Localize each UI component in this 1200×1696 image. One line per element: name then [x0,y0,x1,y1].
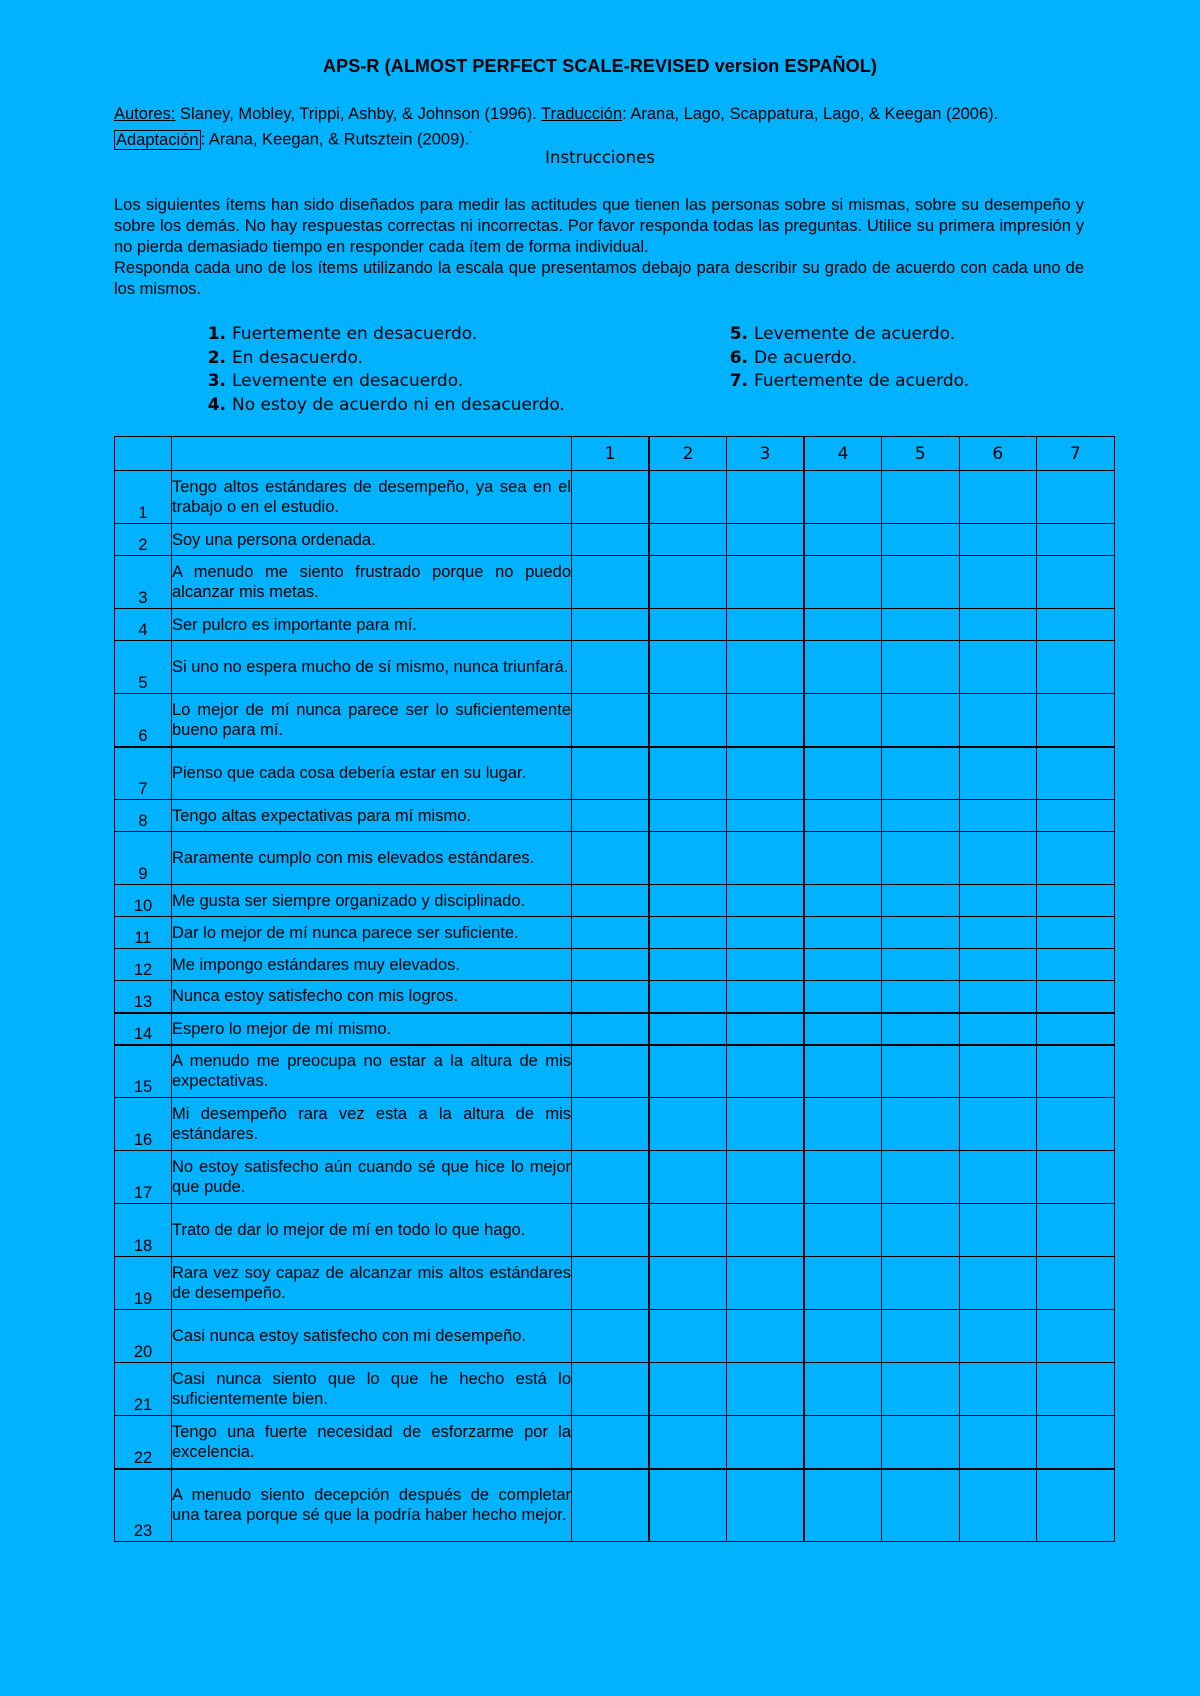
table-row [115,1257,1115,1310]
row-number: 23 [115,1469,172,1542]
response-cell-2[interactable] [649,609,727,641]
table-row [115,800,1115,832]
response-cell-7[interactable] [1037,1098,1115,1151]
adaptation-label: Adaptación [116,130,199,149]
response-cell-2[interactable] [649,1098,727,1151]
adaptation-text: : Arana, Keegan, & Rutsztein (2009). [200,130,470,149]
response-cell-4[interactable] [804,556,882,609]
response-cell-5[interactable] [882,949,960,981]
response-cell-6[interactable] [959,694,1037,747]
row-number: 10 [115,885,172,917]
scale-label: Levemente de acuerdo. [754,324,956,344]
response-cell-5[interactable] [882,1257,960,1310]
item-statement: Casi nunca estoy satisfecho con mi desempeño. [172,1310,572,1363]
table-row [115,1098,1115,1151]
scale-number: 2. [207,347,226,368]
header-cell-option: 5 [882,437,960,471]
header-cell-option: 2 [649,437,727,471]
response-cell-3[interactable] [727,800,805,832]
response-cell-4[interactable] [804,524,882,556]
table-row [115,1469,1115,1542]
response-cell-7[interactable] [1037,694,1115,747]
response-cell-5[interactable] [882,1469,960,1542]
response-cell-7[interactable] [1037,800,1115,832]
row-number: 20 [115,1310,172,1363]
response-cell-6[interactable] [959,832,1037,885]
response-cell-4[interactable] [804,1098,882,1151]
row-number: 12 [115,949,172,981]
item-statement: Nunca estoy satisfecho con mis logros. [172,981,572,1013]
table-row [115,1045,1115,1098]
response-cell-7[interactable] [1037,885,1115,917]
footnote-mark: ' [469,130,472,141]
response-cell-6[interactable] [959,1204,1037,1257]
response-cell-5[interactable] [882,1363,960,1416]
table-row [115,1151,1115,1204]
item-statement: Mi desempeño rara vez esta a la altura de mis estándares. [172,1098,572,1151]
response-cell-1[interactable] [572,1416,650,1469]
response-cell-6[interactable] [959,556,1037,609]
row-number: 13 [115,981,172,1013]
response-cell-6[interactable] [959,800,1037,832]
response-cell-7[interactable] [1037,832,1115,885]
response-cell-2[interactable] [649,1013,727,1045]
response-cell-1[interactable] [572,981,650,1013]
response-cell-2[interactable] [649,1469,727,1542]
response-cell-5[interactable] [882,1310,960,1363]
response-cell-6[interactable] [959,747,1037,800]
response-cell-4[interactable] [804,1363,882,1416]
response-cell-7[interactable] [1037,471,1115,524]
response-cell-5[interactable] [882,885,960,917]
scale-label: De acuerdo. [754,347,857,368]
response-cell-4[interactable] [804,1469,882,1542]
scale-item [200,323,565,347]
header-cell-number [115,437,172,471]
response-cell-6[interactable] [959,1257,1037,1310]
instructions-paragraph-1: Los siguientes ítems han sido diseñados para medir las actitudes que tienen las personas sobre si mismas, sobre su desempeño y sobre los demás. No hay respuestas correctas ni incorrectas. Por favor responda todas las preguntas. Utilice su primera impresión y no pierda demasiado tiempo en responder cada ítem de forma individual. [114,196,1084,256]
row-number: 1 [115,471,172,524]
response-cell-7[interactable] [1037,556,1115,609]
item-statement: Rara vez soy capaz de alcanzar mis altos estándares de desempeño. [172,1257,572,1310]
response-cell-5[interactable] [882,1013,960,1045]
response-cell-1[interactable] [572,949,650,981]
header-cell-option: 6 [959,437,1037,471]
scale-label: Fuertemente de acuerdo. [754,371,970,391]
response-cell-4[interactable] [804,949,882,981]
response-cell-7[interactable] [1037,1013,1115,1045]
response-cell-4[interactable] [804,609,882,641]
row-number: 7 [115,747,172,800]
questionnaire-table [114,436,1115,1542]
item-statement: Tengo altas expectativas para mí mismo. [172,800,572,832]
item-statement: Tengo altos estándares de desempeño, ya sea en el trabajo o en el estudio. [172,471,572,524]
response-cell-6[interactable] [959,1098,1037,1151]
table-row [115,1310,1115,1363]
response-cell-4[interactable] [804,832,882,885]
response-cell-6[interactable] [959,1013,1037,1045]
row-number: 11 [115,917,172,949]
response-cell-3[interactable] [727,917,805,949]
response-cell-4[interactable] [804,1045,882,1098]
response-cell-4[interactable] [804,1151,882,1204]
response-cell-3[interactable] [727,1416,805,1469]
response-cell-1[interactable] [572,609,650,641]
scale-item [722,347,969,371]
scale-number: 6. [729,347,748,368]
response-cell-2[interactable] [649,1310,727,1363]
table-row [115,917,1115,949]
table-row [115,885,1115,917]
table-row [115,524,1115,556]
response-cell-2[interactable] [649,981,727,1013]
response-cell-3[interactable] [727,641,805,694]
table-row [115,1204,1115,1257]
item-statement: Me impongo estándares muy elevados. [172,949,572,981]
table-body [115,471,1115,1542]
response-cell-2[interactable] [649,949,727,981]
response-cell-3[interactable] [727,885,805,917]
item-statement: Casi nunca siento que lo que he hecho está lo suficientemente bien. [172,1363,572,1416]
response-cell-6[interactable] [959,1151,1037,1204]
response-cell-5[interactable] [882,747,960,800]
response-cell-6[interactable] [959,609,1037,641]
response-cell-2[interactable] [649,1204,727,1257]
response-cell-4[interactable] [804,1013,882,1045]
table-header-row [115,437,1115,471]
scale-label: En desacuerdo. [232,347,364,368]
scale-item [200,394,565,418]
response-cell-7[interactable] [1037,609,1115,641]
authors-label: Autores: [114,105,176,123]
response-cell-3[interactable] [727,524,805,556]
response-cell-3[interactable] [727,1310,805,1363]
scale-label: Levemente en desacuerdo. [232,371,464,391]
credits [114,104,1084,151]
response-cell-2[interactable] [649,524,727,556]
response-cell-1[interactable] [572,1045,650,1098]
response-cell-4[interactable] [804,694,882,747]
response-cell-2[interactable] [649,800,727,832]
response-cell-6[interactable] [959,1045,1037,1098]
response-cell-6[interactable] [959,1363,1037,1416]
response-cell-2[interactable] [649,556,727,609]
response-cell-5[interactable] [882,1416,960,1469]
response-cell-6[interactable] [959,641,1037,694]
response-cell-7[interactable] [1037,1363,1115,1416]
response-cell-2[interactable] [649,1045,727,1098]
response-cell-4[interactable] [804,1204,882,1257]
row-number: 15 [115,1045,172,1098]
response-cell-3[interactable] [727,471,805,524]
response-cell-7[interactable] [1037,1045,1115,1098]
response-cell-1[interactable] [572,1469,650,1542]
translation-text: : Arana, Lago, Scappatura, Lago, & Keegan (2006). [622,105,999,123]
scale-label: No estoy de acuerdo ni en desacuerdo. [232,394,565,415]
table-row [115,1363,1115,1416]
item-statement: Tengo una fuerte necesidad de esforzarme por la excelencia. [172,1416,572,1469]
response-cell-7[interactable] [1037,1151,1115,1204]
scale-item [722,370,969,394]
table-row [115,949,1115,981]
response-cell-4[interactable] [804,747,882,800]
response-cell-4[interactable] [804,885,882,917]
response-cell-1[interactable] [572,556,650,609]
row-number: 5 [115,641,172,694]
response-cell-2[interactable] [649,747,727,800]
response-cell-7[interactable] [1037,641,1115,694]
response-cell-7[interactable] [1037,949,1115,981]
row-number: 16 [115,1098,172,1151]
response-cell-3[interactable] [727,981,805,1013]
response-cell-4[interactable] [804,1257,882,1310]
response-cell-6[interactable] [959,981,1037,1013]
header-cell-statement [172,437,572,471]
response-cell-3[interactable] [727,1151,805,1204]
response-cell-3[interactable] [727,1013,805,1045]
item-statement: A menudo siento decepción después de completar una tarea porque sé que la podría haber hecho mejor. [172,1469,572,1542]
scale-label: Fuertemente en desacuerdo. [232,324,478,344]
item-statement: Trato de dar lo mejor de mí en todo lo que hago. [172,1204,572,1257]
scale-number: 3. [207,371,226,391]
response-cell-5[interactable] [882,1045,960,1098]
row-number: 19 [115,1257,172,1310]
response-cell-5[interactable] [882,694,960,747]
translation-label: Traducción [541,105,623,123]
item-statement: Raramente cumplo con mis elevados estándares. [172,832,572,885]
row-number: 17 [115,1151,172,1204]
instructions-paragraph-2: Responda cada uno de los ítems utilizando la escala que presentamos debajo para describir su grado de acuerdo con cada uno de los mismos. [114,259,1084,298]
row-number: 14 [115,1013,172,1045]
response-cell-6[interactable] [959,471,1037,524]
scale-number: 5. [729,324,748,344]
item-statement: Pienso que cada cosa debería estar en su lugar. [172,747,572,800]
response-cell-5[interactable] [882,524,960,556]
instructions-heading: Instrucciones [545,148,655,167]
table-row [115,609,1115,641]
response-cell-5[interactable] [882,917,960,949]
row-number: 22 [115,1416,172,1469]
table-row [115,1013,1115,1045]
response-cell-2[interactable] [649,694,727,747]
item-statement: Ser pulcro es importante para mí. [172,609,572,641]
response-cell-3[interactable] [727,1045,805,1098]
response-cell-5[interactable] [882,556,960,609]
item-statement: No estoy satisfecho aún cuando sé que hice lo mejor que pude. [172,1151,572,1204]
response-cell-3[interactable] [727,949,805,981]
scale-legend-left [200,323,565,417]
scale-number: 1. [207,324,226,344]
table-row [115,556,1115,609]
row-number: 3 [115,556,172,609]
authors-text: Slaney, Mobley, Trippi, Ashby, & Johnson (1996). [175,105,542,123]
response-cell-6[interactable] [959,949,1037,981]
response-cell-5[interactable] [882,1098,960,1151]
response-cell-2[interactable] [649,1151,727,1204]
item-statement: Si uno no espera mucho de sí mismo, nunca triunfará. [172,641,572,694]
table-row [115,981,1115,1013]
response-cell-2[interactable] [649,1416,727,1469]
row-number: 8 [115,800,172,832]
response-cell-2[interactable] [649,471,727,524]
response-cell-7[interactable] [1037,981,1115,1013]
response-cell-3[interactable] [727,1257,805,1310]
response-cell-6[interactable] [959,1416,1037,1469]
response-cell-7[interactable] [1037,747,1115,800]
response-cell-1[interactable] [572,1151,650,1204]
response-cell-3[interactable] [727,747,805,800]
response-cell-2[interactable] [649,885,727,917]
response-cell-3[interactable] [727,1204,805,1257]
table-row [115,832,1115,885]
response-cell-1[interactable] [572,1310,650,1363]
instructions-text [114,195,1084,300]
response-cell-5[interactable] [882,1151,960,1204]
response-cell-4[interactable] [804,1416,882,1469]
response-cell-7[interactable] [1037,1416,1115,1469]
response-cell-2[interactable] [649,1363,727,1416]
row-number: 21 [115,1363,172,1416]
scale-item [200,347,565,371]
scale-number: 4. [207,394,226,415]
scale-item [200,370,565,394]
response-cell-3[interactable] [727,832,805,885]
scale-number: 7. [729,371,748,391]
row-number: 2 [115,524,172,556]
response-cell-1[interactable] [572,641,650,694]
response-cell-5[interactable] [882,641,960,694]
response-cell-3[interactable] [727,1363,805,1416]
response-cell-7[interactable] [1037,1204,1115,1257]
response-cell-6[interactable] [959,1310,1037,1363]
response-cell-4[interactable] [804,1310,882,1363]
response-cell-3[interactable] [727,609,805,641]
response-cell-3[interactable] [727,694,805,747]
response-cell-3[interactable] [727,1098,805,1151]
page-title: APS-R (ALMOST PERFECT SCALE-REVISED version ESPAÑOL) [323,56,877,76]
response-cell-4[interactable] [804,471,882,524]
item-statement: A menudo me siento frustrado porque no puedo alcanzar mis metas. [172,556,572,609]
response-cell-7[interactable] [1037,1469,1115,1542]
table-row [115,641,1115,694]
response-cell-1[interactable] [572,917,650,949]
table-row [115,1416,1115,1469]
scale-legend-right [722,323,969,394]
response-cell-5[interactable] [882,1204,960,1257]
table-row [115,747,1115,800]
response-cell-1[interactable] [572,885,650,917]
response-cell-1[interactable] [572,1204,650,1257]
response-cell-1[interactable] [572,694,650,747]
response-cell-6[interactable] [959,885,1037,917]
response-cell-4[interactable] [804,641,882,694]
table-row [115,694,1115,747]
response-cell-1[interactable] [572,1098,650,1151]
response-cell-1[interactable] [572,471,650,524]
response-cell-5[interactable] [882,981,960,1013]
header-cell-option: 1 [572,437,650,471]
item-statement: Espero lo mejor de mí mismo. [172,1013,572,1045]
header-cell-option: 4 [804,437,882,471]
item-statement: Me gusta ser siempre organizado y disciplinado. [172,885,572,917]
response-cell-5[interactable] [882,609,960,641]
response-cell-1[interactable] [572,1363,650,1416]
response-cell-3[interactable] [727,556,805,609]
response-cell-4[interactable] [804,981,882,1013]
row-number: 6 [115,694,172,747]
response-cell-5[interactable] [882,800,960,832]
response-cell-2[interactable] [649,641,727,694]
response-cell-5[interactable] [882,471,960,524]
response-cell-7[interactable] [1037,917,1115,949]
response-cell-6[interactable] [959,1469,1037,1542]
response-cell-3[interactable] [727,1469,805,1542]
item-statement: A menudo me preocupa no estar a la altura de mis expectativas. [172,1045,572,1098]
response-cell-2[interactable] [649,832,727,885]
scale-item [722,323,969,347]
row-number: 4 [115,609,172,641]
response-cell-6[interactable] [959,524,1037,556]
item-statement: Lo mejor de mí nunca parece ser lo suficientemente bueno para mí. [172,694,572,747]
response-cell-7[interactable] [1037,524,1115,556]
response-cell-1[interactable] [572,1257,650,1310]
response-cell-2[interactable] [649,1257,727,1310]
item-statement: Soy una persona ordenada. [172,524,572,556]
response-cell-1[interactable] [572,524,650,556]
response-cell-1[interactable] [572,800,650,832]
header-cell-option: 3 [727,437,805,471]
row-number: 18 [115,1204,172,1257]
response-cell-7[interactable] [1037,1257,1115,1310]
response-cell-6[interactable] [959,917,1037,949]
response-cell-1[interactable] [572,747,650,800]
table-row [115,471,1115,524]
response-cell-5[interactable] [882,832,960,885]
response-cell-1[interactable] [572,1013,650,1045]
response-cell-2[interactable] [649,917,727,949]
header-cell-option: 7 [1037,437,1115,471]
response-cell-1[interactable] [572,832,650,885]
response-cell-4[interactable] [804,800,882,832]
response-cell-7[interactable] [1037,1310,1115,1363]
row-number: 9 [115,832,172,885]
response-cell-4[interactable] [804,917,882,949]
item-statement: Dar lo mejor de mí nunca parece ser suficiente. [172,917,572,949]
